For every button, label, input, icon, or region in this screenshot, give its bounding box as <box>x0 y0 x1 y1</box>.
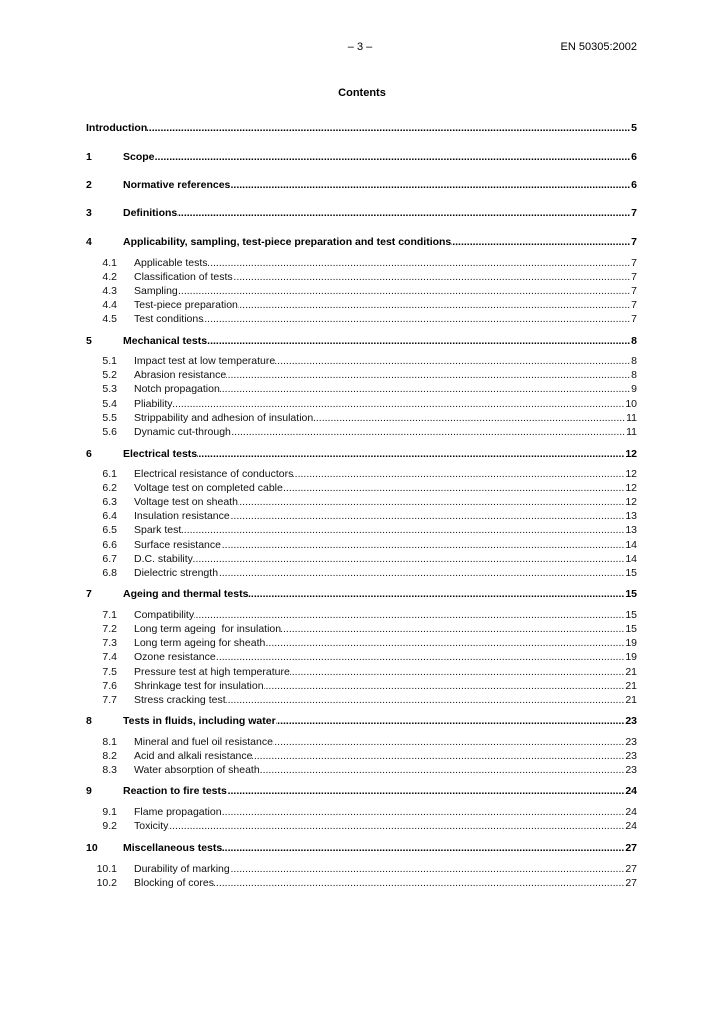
dot-leader <box>275 354 630 368</box>
dot-leader <box>252 749 624 763</box>
toc-subentry-page: 14 <box>625 539 637 551</box>
toc-entry-title: Introduction <box>86 122 148 134</box>
toc-subentry-10-2[interactable] <box>86 876 637 890</box>
dot-leader <box>193 552 624 566</box>
toc-subentry-page: 7 <box>631 299 637 311</box>
toc-subentry-page: 7 <box>631 285 637 297</box>
toc-subentry-10-1[interactable] <box>86 862 637 876</box>
dot-leader <box>181 523 624 537</box>
toc-subentry-page: 19 <box>625 651 637 663</box>
toc-subentry-4-2[interactable] <box>86 270 637 284</box>
toc-subentry-title: Voltage test on sheath <box>134 496 238 508</box>
toc-subentry-title: Long term ageing for sheath <box>134 637 266 649</box>
toc-entry-introduction[interactable] <box>86 121 637 135</box>
toc-entry-number: 4 <box>86 236 92 248</box>
toc-subentry-page: 19 <box>625 637 637 649</box>
toc-subentry-page: 12 <box>625 468 637 480</box>
toc-subentry-number: 5.5 <box>102 412 117 424</box>
toc-subentry-number: 10.1 <box>96 863 117 875</box>
dot-leader <box>177 206 630 220</box>
toc-subentry-title: Insulation resistance <box>134 510 230 522</box>
toc-subentry-page: 21 <box>625 680 637 692</box>
toc-subentry-6-7[interactable] <box>86 552 637 566</box>
toc-subentry-page: 21 <box>625 694 637 706</box>
toc-subentry-page: 14 <box>625 553 637 565</box>
dot-leader <box>207 334 630 348</box>
toc-entry-title: Electrical tests <box>123 448 198 460</box>
toc-entry-page: 7 <box>631 207 637 219</box>
toc-subentry-number: 7.4 <box>102 651 117 663</box>
dot-leader <box>230 509 625 523</box>
toc-subentry-6-4[interactable] <box>86 509 637 523</box>
toc-subentry-title: Dynamic cut-through <box>134 426 231 438</box>
toc-subentry-6-3[interactable] <box>86 495 637 509</box>
dot-leader <box>227 784 624 798</box>
toc-subentry-number: 7.7 <box>102 694 117 706</box>
toc-subentry-number: 6.5 <box>102 524 117 536</box>
toc-subentry-title: Ozone resistance <box>134 651 216 663</box>
toc-subentry-page: 27 <box>625 863 637 875</box>
toc-subentry-5-1[interactable] <box>86 354 637 368</box>
toc-entry-page: 15 <box>625 588 637 600</box>
toc-subentry-page: 7 <box>631 257 637 269</box>
toc-subentry-title: Pressure test at high temperature <box>134 666 290 678</box>
toc-subentry-title: D.C. stability <box>134 553 193 565</box>
toc-entry-title: Applicability, sampling, test-piece preparation and test conditions <box>123 236 452 248</box>
toc-entry-number: 3 <box>86 207 92 219</box>
dot-leader <box>218 566 624 580</box>
toc-entry-10[interactable] <box>86 841 637 855</box>
dot-leader <box>147 121 630 135</box>
dot-leader <box>197 447 624 461</box>
dot-leader <box>203 312 630 326</box>
toc-subentry-number: 5.3 <box>102 383 117 395</box>
toc-subentry-5-4[interactable] <box>86 397 637 411</box>
toc-subentry-6-8[interactable] <box>86 566 637 580</box>
dot-leader <box>231 425 625 439</box>
toc-entry-page: 24 <box>625 785 637 797</box>
toc-subentry-title: Pliability <box>134 398 173 410</box>
toc-subentry-number: 6.3 <box>102 496 117 508</box>
toc-subentry-page: 15 <box>625 567 637 579</box>
toc-subentry-title: Flame propagation <box>134 806 222 818</box>
toc-entry-8[interactable] <box>86 714 637 728</box>
toc-subentry-page: 12 <box>625 482 637 494</box>
toc-subentry-number: 8.2 <box>102 750 117 762</box>
dot-leader <box>226 693 625 707</box>
toc-entry-3[interactable] <box>86 206 637 220</box>
toc-entry-title: Reaction to fire tests <box>123 785 227 797</box>
toc-subentry-5-6[interactable] <box>86 425 637 439</box>
toc-entry-number: 10 <box>86 842 98 854</box>
dot-leader <box>173 397 625 411</box>
dot-leader <box>313 411 625 425</box>
dot-leader <box>238 495 624 509</box>
dot-leader <box>293 467 624 481</box>
toc-subentry-number: 9.2 <box>102 820 117 832</box>
toc-subentry-title: Toxicity <box>134 820 169 832</box>
toc-subentry-title: Sampling <box>134 285 178 297</box>
toc-subentry-title: Dielectric strength <box>134 567 219 579</box>
toc-subentry-number: 6.1 <box>102 468 117 480</box>
toc-subentry-page: 21 <box>625 666 637 678</box>
toc-entry-page: 23 <box>625 715 637 727</box>
toc-subentry-page: 24 <box>625 806 637 818</box>
toc-subentry-number: 6.4 <box>102 510 117 522</box>
toc-subentry-4-1[interactable] <box>86 256 637 270</box>
toc-subentry-page: 23 <box>625 736 637 748</box>
dot-leader <box>208 256 631 270</box>
toc-entry-7[interactable] <box>86 587 637 601</box>
contents-heading: Contents <box>338 87 386 99</box>
dot-leader <box>221 538 624 552</box>
toc-subentry-number: 6.8 <box>102 567 117 579</box>
dot-leader <box>214 876 624 890</box>
toc-entry-number: 9 <box>86 785 92 797</box>
toc-entry-number: 1 <box>86 151 92 163</box>
toc-subentry-page: 7 <box>631 313 637 325</box>
toc-subentry-title: Surface resistance <box>134 539 221 551</box>
toc-subentry-title: Classification of tests <box>134 271 233 283</box>
toc-subentry-page: 11 <box>626 412 637 424</box>
toc-subentry-title: Water absorption of sheath <box>134 764 260 776</box>
toc-subentry-number: 8.1 <box>102 736 117 748</box>
toc-subentry-8-1[interactable] <box>86 735 637 749</box>
toc-subentry-title: Applicable tests <box>134 257 208 269</box>
page-number: – 3 – <box>347 41 373 53</box>
toc-subentry-title: Durability of marking <box>134 863 230 875</box>
toc-subentry-7-1[interactable] <box>86 608 637 622</box>
toc-subentry-page: 7 <box>631 271 637 283</box>
toc-subentry-7-2[interactable] <box>86 622 637 636</box>
toc-subentry-page: 27 <box>625 877 637 889</box>
toc-subentry-number: 6.6 <box>102 539 117 551</box>
toc-subentry-7-4[interactable] <box>86 650 637 664</box>
toc-subentry-5-5[interactable] <box>86 411 637 425</box>
toc-subentry-page: 8 <box>631 369 637 381</box>
toc-entry-9[interactable] <box>86 784 637 798</box>
toc-subentry-page: 12 <box>625 496 637 508</box>
toc-entry-title: Ageing and thermal tests <box>123 588 249 600</box>
toc-subentry-number: 4.1 <box>102 257 117 269</box>
toc-entry-page: 6 <box>631 179 637 191</box>
toc-subentry-7-7[interactable] <box>86 693 637 707</box>
toc-subentry-4-5[interactable] <box>86 312 637 326</box>
dot-leader <box>178 284 630 298</box>
dot-leader <box>220 382 630 396</box>
toc-subentry-number: 6.2 <box>102 482 117 494</box>
toc-subentry-title: Acid and alkali resistance <box>134 750 253 762</box>
toc-subentry-number: 4.5 <box>102 313 117 325</box>
dot-leader <box>273 735 624 749</box>
dot-leader <box>283 481 624 495</box>
toc-entry-number: 2 <box>86 179 92 191</box>
toc-entry-title: Definitions <box>123 207 178 219</box>
document-id: EN 50305:2002 <box>560 41 637 53</box>
toc-subentry-page: 15 <box>625 609 637 621</box>
toc-subentry-number: 10.2 <box>96 877 117 889</box>
toc-subentry-4-3[interactable] <box>86 284 637 298</box>
toc-subentry-page: 13 <box>625 510 637 522</box>
toc-subentry-title: Mineral and fuel oil resistance <box>134 736 273 748</box>
toc-subentry-4-4[interactable] <box>86 298 637 312</box>
toc-entry-number: 7 <box>86 588 92 600</box>
toc-subentry-7-5[interactable] <box>86 665 637 679</box>
dot-leader <box>230 178 630 192</box>
toc-subentry-page: 23 <box>625 764 637 776</box>
toc-subentry-number: 8.3 <box>102 764 117 776</box>
dot-leader <box>233 270 631 284</box>
dot-leader <box>276 714 625 728</box>
toc-subentry-9-1[interactable] <box>86 805 637 819</box>
dot-leader <box>290 665 624 679</box>
dot-leader <box>238 298 630 312</box>
toc-subentry-title: Stress cracking test <box>134 694 226 706</box>
dot-leader <box>230 862 625 876</box>
toc-subentry-number: 7.6 <box>102 680 117 692</box>
dot-leader <box>222 841 624 855</box>
toc-subentry-title: Notch propagation <box>134 383 220 395</box>
toc-subentry-number: 7.1 <box>102 609 117 621</box>
toc-subentry-title: Test-piece preparation <box>134 299 238 311</box>
toc-entry-title: Tests in fluids, including water <box>123 715 276 727</box>
toc-entry-page: 6 <box>631 151 637 163</box>
dot-leader <box>281 622 624 636</box>
toc-subentry-title: Strippability and adhesion of insulation <box>134 412 314 424</box>
toc-subentry-number: 7.3 <box>102 637 117 649</box>
toc-subentry-number: 4.2 <box>102 271 117 283</box>
toc-subentry-6-1[interactable] <box>86 467 637 481</box>
toc-subentry-7-3[interactable] <box>86 636 637 650</box>
toc-subentry-number: 6.7 <box>102 553 117 565</box>
toc-subentry-title: Impact test at low temperature <box>134 355 276 367</box>
toc-subentry-6-6[interactable] <box>86 538 637 552</box>
toc-subentry-number: 4.4 <box>102 299 117 311</box>
toc-subentry-8-3[interactable] <box>86 763 637 777</box>
dot-leader <box>248 587 624 601</box>
toc-subentry-page: 8 <box>631 355 637 367</box>
toc-entry-page: 8 <box>631 335 637 347</box>
toc-subentry-page: 23 <box>625 750 637 762</box>
toc-entry-2[interactable] <box>86 178 637 192</box>
toc-subentry-title: Electrical resistance of conductors <box>134 468 294 480</box>
toc-subentry-6-2[interactable] <box>86 481 637 495</box>
toc-subentry-page: 10 <box>625 398 637 410</box>
toc-subentry-5-2[interactable] <box>86 368 637 382</box>
toc-entry-5[interactable] <box>86 334 637 348</box>
toc-entry-title: Normative references <box>123 179 231 191</box>
toc-entry-page: 12 <box>625 448 637 460</box>
dot-leader <box>451 235 630 249</box>
toc-subentry-title: Compatibility <box>134 609 195 621</box>
toc-entry-title: Mechanical tests <box>123 335 208 347</box>
toc-entry-number: 6 <box>86 448 92 460</box>
toc-subentry-number: 5.1 <box>102 355 117 367</box>
toc-subentry-8-2[interactable] <box>86 749 637 763</box>
toc-subentry-title: Long term ageing for insulation <box>134 623 282 635</box>
toc-subentry-6-5[interactable] <box>86 523 637 537</box>
toc-subentry-page: 13 <box>625 524 637 536</box>
dot-leader <box>194 608 624 622</box>
dot-leader <box>155 150 631 164</box>
toc-subentry-title: Abrasion resistance <box>134 369 227 381</box>
toc-subentry-7-6[interactable] <box>86 679 637 693</box>
toc-entry-page: 5 <box>631 122 637 134</box>
toc-subentry-title: Test conditions <box>134 313 204 325</box>
toc-subentry-page: 11 <box>626 426 637 438</box>
toc-subentry-5-3[interactable] <box>86 382 637 396</box>
dot-leader <box>216 650 625 664</box>
toc-subentry-number: 9.1 <box>102 806 117 818</box>
dot-leader <box>260 763 625 777</box>
dot-leader <box>264 679 625 693</box>
dot-leader <box>226 368 630 382</box>
toc-subentry-title: Shrinkage test for insulation <box>134 680 264 692</box>
dot-leader <box>265 636 624 650</box>
toc-entry-1[interactable] <box>86 150 637 164</box>
toc-subentry-number: 5.6 <box>102 426 117 438</box>
toc-subentry-9-2[interactable] <box>86 819 637 833</box>
toc-subentry-number: 5.4 <box>102 398 117 410</box>
toc-entry-page: 27 <box>625 842 637 854</box>
toc-entry-title: Scope <box>123 151 155 163</box>
toc-subentry-page: 9 <box>631 383 637 395</box>
toc-entry-number: 8 <box>86 715 92 727</box>
toc-subentry-title: Spark test <box>134 524 182 536</box>
toc-entry-number: 5 <box>86 335 92 347</box>
dot-leader <box>168 819 624 833</box>
toc-subentry-page: 15 <box>625 623 637 635</box>
toc-subentry-number: 5.2 <box>102 369 117 381</box>
toc-subentry-page: 24 <box>625 820 637 832</box>
dot-leader <box>222 805 625 819</box>
toc-subentry-number: 7.5 <box>102 666 117 678</box>
toc-subentry-title: Blocking of cores <box>134 877 214 889</box>
toc-entry-page: 7 <box>631 236 637 248</box>
toc-entry-6[interactable] <box>86 447 637 461</box>
toc-subentry-title: Voltage test on completed cable <box>134 482 283 494</box>
toc-subentry-number: 7.2 <box>102 623 117 635</box>
toc-entry-title: Miscellaneous tests <box>123 842 223 854</box>
toc-subentry-number: 4.3 <box>102 285 117 297</box>
toc-entry-4[interactable] <box>86 235 637 249</box>
